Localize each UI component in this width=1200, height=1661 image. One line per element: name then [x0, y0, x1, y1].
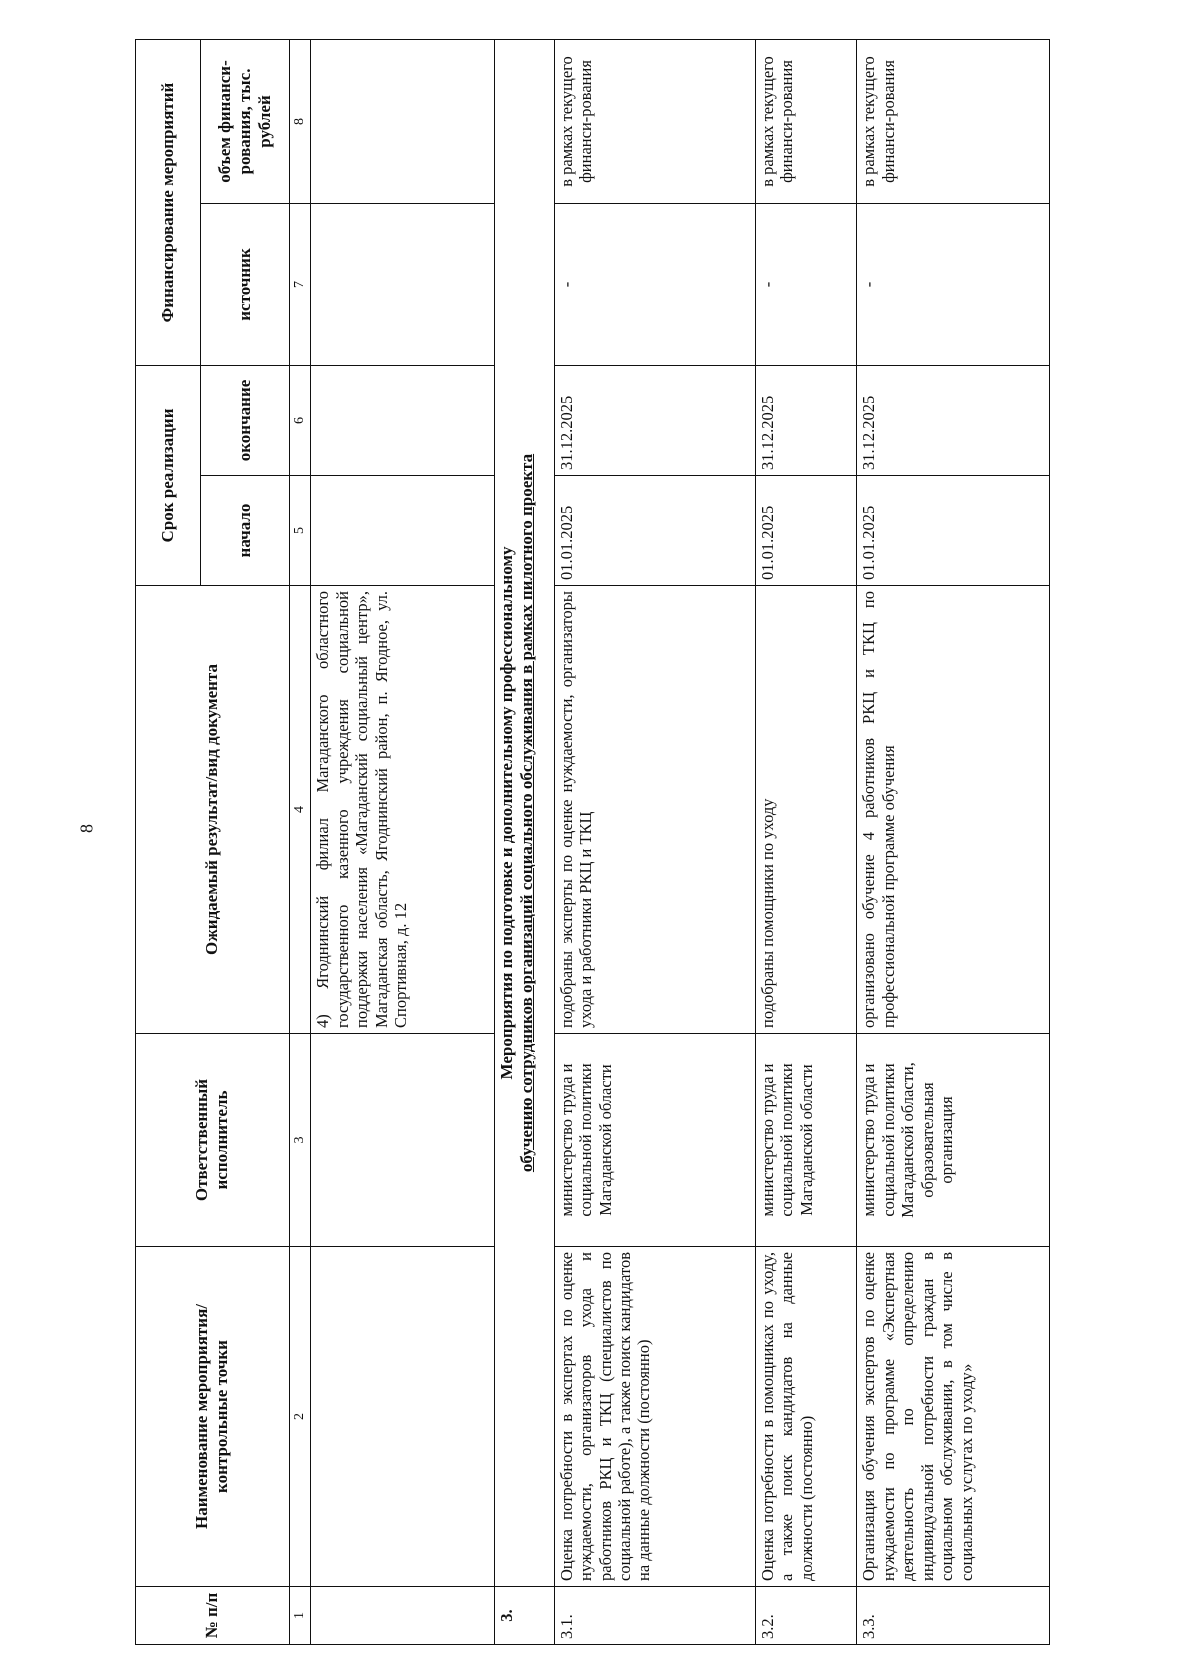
- header-end: окончание: [200, 365, 289, 475]
- row-start: 01.01.2025: [857, 476, 1050, 586]
- section-title: [495, 39, 554, 1586]
- section-title-line2: обучению сотрудников организаций социального обслуживания в рамках пилотного проекта: [517, 453, 537, 1173]
- table-row: [857, 39, 1050, 1644]
- row-source: -: [755, 203, 857, 365]
- section-row: [495, 39, 554, 1644]
- header-name: Наименование мероприятия/ контрольные точки: [136, 1247, 290, 1587]
- row-name: Оценка потребности в экспертах по оценке нуждаемости, организаторов ухода и работников РКЦ и ТКЦ (специалистов по социальной работе), а также поиск кандидатов на данные должности (постоянно): [554, 1247, 755, 1587]
- row-start: 01.01.2025: [755, 476, 857, 586]
- table-row: [755, 39, 857, 1644]
- row-end: 31.12.2025: [554, 365, 755, 475]
- header-no: № п/п: [136, 1587, 290, 1645]
- row-source: -: [554, 203, 755, 365]
- continuation-result: 4) Ягоднинский филиал Магаданского областного государственного казенного учреждения социальной поддержки населения «Магаданский социальный центр», Магаданская область, Ягоднинский район, п. Ягодное, ул. Спортивная, д. 12: [311, 586, 495, 1034]
- column-number: 7: [289, 203, 311, 365]
- row-number: 3.2.: [755, 1587, 857, 1645]
- row-result: подобраны помощники по уходу: [755, 586, 857, 1034]
- column-numbers-row: [289, 39, 311, 1644]
- row-end: 31.12.2025: [857, 365, 1050, 475]
- header-period: Срок реализации: [136, 365, 201, 585]
- row-volume: в рамках текущего финанси-рования: [755, 39, 857, 203]
- row-executor: министерство труда и социальной политики Магаданской области, образовательная организация: [857, 1034, 1050, 1247]
- column-number: 8: [289, 39, 311, 203]
- row-executor: министерство труда и социальной политики Магаданской области: [755, 1034, 857, 1247]
- row-start: 01.01.2025: [554, 476, 755, 586]
- rotated-table-wrapper: [135, 40, 1050, 1645]
- column-number: 4: [289, 586, 311, 1034]
- measures-table: [135, 39, 1050, 1645]
- column-number: 3: [289, 1034, 311, 1247]
- row-result: организовано обучение 4 работников РКЦ и ТКЦ по профессиональной программе обучения: [857, 586, 1050, 1034]
- row-result: подобраны эксперты по оценке нуждаемости, организаторы ухода и работники РКЦ и ТКЦ: [554, 586, 755, 1034]
- header-executor: Ответственный исполнитель: [136, 1034, 290, 1247]
- row-executor: министерство труда и социальной политики Магаданской области: [554, 1034, 755, 1247]
- header-result: Ожидаемый результат/вид документа: [136, 586, 290, 1034]
- row-volume: в рамках текущего финанси-рования: [857, 39, 1050, 203]
- column-number: 2: [289, 1247, 311, 1587]
- row-number: 3.1.: [554, 1587, 755, 1645]
- header-start: начало: [200, 476, 289, 586]
- column-number: 6: [289, 365, 311, 475]
- row-volume: в рамках текущего финанси-рования: [554, 39, 755, 203]
- row-source: -: [857, 203, 1050, 365]
- section-number: 3.: [495, 1587, 554, 1645]
- row-number: 3.3.: [857, 1587, 1050, 1645]
- column-number: 5: [289, 476, 311, 586]
- continuation-row: [311, 39, 495, 1644]
- header-financing: Финансирование мероприятий: [136, 39, 201, 365]
- table-row: [554, 39, 755, 1644]
- row-name: Организация обучения экспертов по оценке нуждаемости по программе «Экспертная деятельность по определению индивидуальной потребности граждан в социальном обслуживании, в том числе в социальных услугах по уходу»: [857, 1247, 1050, 1587]
- page-number: 8: [76, 824, 97, 833]
- header-volume: объем финанси-рования, тыс. рублей: [200, 39, 289, 203]
- row-name: Оценка потребности в помощниках по уходу, а также поиск кандидатов на данные должности (постоянно): [755, 1247, 857, 1587]
- header-source: источник: [200, 203, 289, 365]
- section-title-line1: Мероприятия по подготовке и дополнительному профессиональному: [497, 546, 517, 1080]
- column-number: 1: [289, 1587, 311, 1645]
- row-end: 31.12.2025: [755, 365, 857, 475]
